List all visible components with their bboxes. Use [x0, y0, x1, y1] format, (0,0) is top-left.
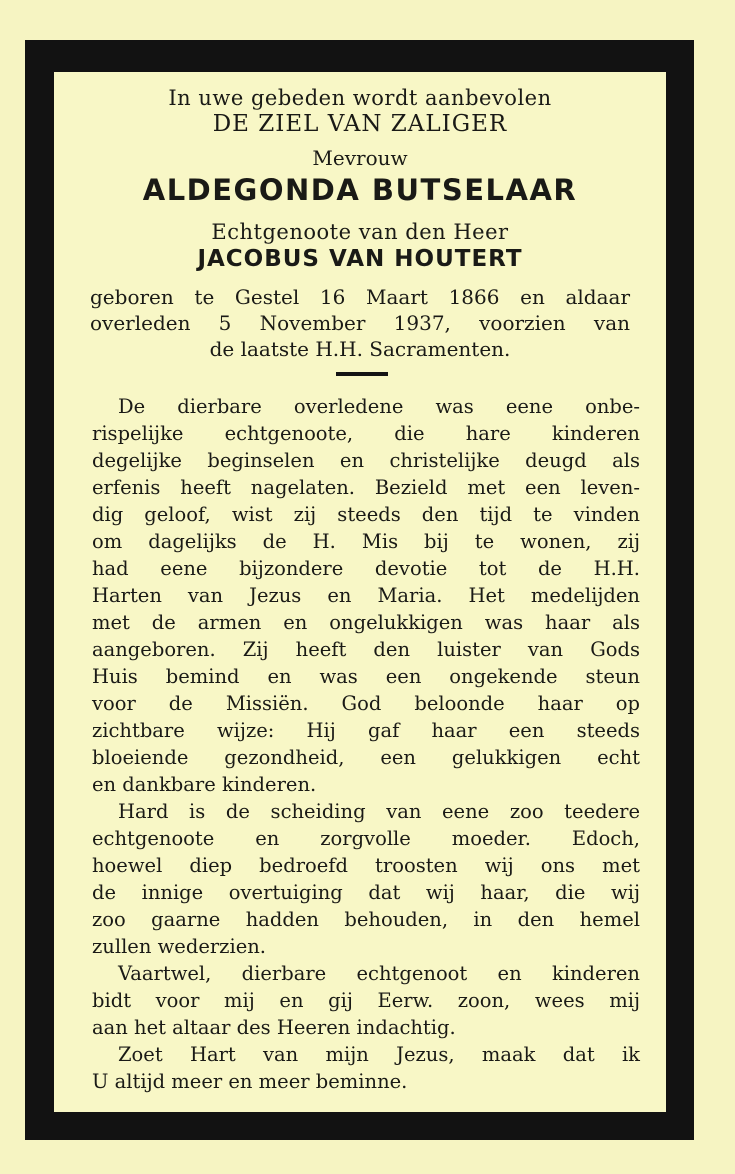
- text-line: bidt voor mij en gij Eerw. zoon, wees mij: [92, 989, 640, 1012]
- text-line: met de armen en ongelukkigen was haar als: [92, 611, 640, 634]
- text-line: Harten van Jezus en Maria. Het medelijden: [92, 584, 640, 607]
- text-line: bloeiende gezondheid, een gelukkigen echt: [92, 746, 640, 769]
- relation-line: Echtgenoote van den Heer: [211, 220, 509, 244]
- husband-name: JACOBUS VAN HOUTERT: [197, 246, 523, 272]
- text-line: de innige overtuiging dat wij haar, die wij: [92, 881, 640, 904]
- text-line: De dierbare overledene was eene onbe-: [118, 395, 640, 418]
- text-line: om dagelijks de H. Mis bij te wonen, zij: [92, 530, 640, 553]
- deceased-name: ALDEGONDA BUTSELAAR: [142, 173, 578, 207]
- soul-line: DE ZIEL VAN ZALIGER: [212, 111, 508, 137]
- text-line: hoewel diep bedroefd troosten wij ons met: [92, 854, 640, 877]
- text-line: aangeboren. Zij heeft den luister van Gods: [92, 638, 640, 661]
- text-line: aan het altaar des Heeren indachtig.: [92, 1016, 456, 1039]
- dates-line: geboren te Gestel 16 Maart 1866 en aldaar: [90, 285, 630, 309]
- intro-line: In uwe gebeden wordt aanbevolen: [168, 86, 552, 110]
- divider-rule: [336, 372, 388, 376]
- card-content: [54, 72, 666, 1112]
- text-line: voor de Missiën. God beloonde haar op: [92, 692, 640, 715]
- text-line: echtgenoote en zorgvolle moeder. Edoch,: [92, 827, 640, 850]
- text-line: zoo gaarne hadden behouden, in den hemel: [92, 908, 640, 931]
- text-line: zichtbare wijze: Hij gaf haar een steeds: [92, 719, 640, 742]
- dates-line: overleden 5 November 1937, voorzien van: [90, 311, 630, 335]
- text-line: zullen wederzien.: [92, 935, 266, 958]
- text-line: dig geloof, wist zij steeds den tijd te vinden: [92, 503, 640, 526]
- text-line: U altijd meer en meer beminne.: [92, 1070, 408, 1093]
- text-line: en dankbare kinderen.: [92, 773, 317, 796]
- dates-line: de laatste H.H. Sacramenten.: [209, 337, 511, 361]
- mourning-border: [25, 40, 694, 1140]
- text-line: had eene bijzondere devotie tot de H.H.: [92, 557, 640, 580]
- text-line: rispelijke echtgenoote, die hare kinderen: [92, 422, 640, 445]
- text-line: Huis bemind en was een ongekende steun: [92, 665, 640, 688]
- text-line: erfenis heeft nagelaten. Bezield met een leven-: [92, 476, 640, 499]
- text-line: degelijke beginselen en christelijke deugd als: [92, 449, 640, 472]
- dates-block: [90, 284, 630, 362]
- text-line: Hard is de scheiding van eene zoo teedere: [118, 800, 640, 823]
- text-line: Zoet Hart van mijn Jezus, maak dat ik: [118, 1043, 640, 1066]
- title-line: Mevrouw: [312, 146, 408, 170]
- memorial-text: [92, 393, 640, 1095]
- text-line: Vaartwel, dierbare echtgenoot en kinderen: [118, 962, 640, 985]
